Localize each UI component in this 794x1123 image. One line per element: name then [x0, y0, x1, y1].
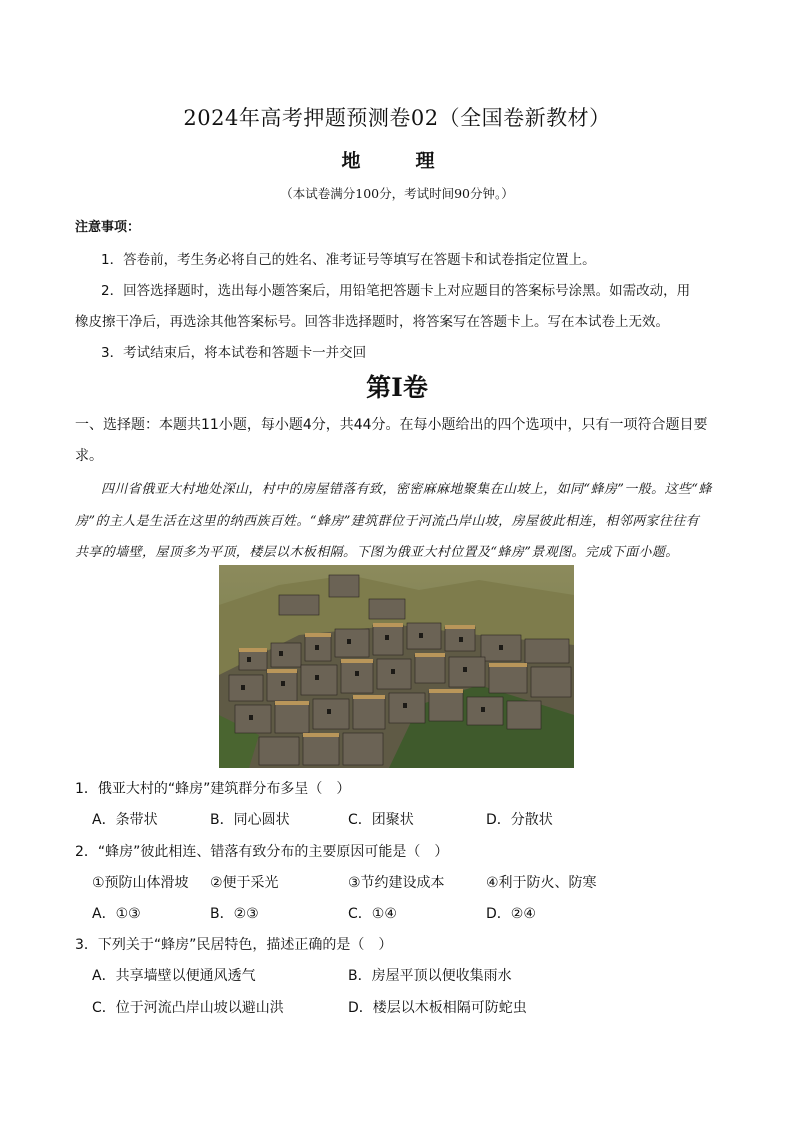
section-heading-line-1: 一、选择题：本题共11小题，每小题4分，共44分。在每小题给出的四个选项中，只有一项符合题目要	[75, 417, 708, 433]
question-1-stem: 1．俄亚大村的“蜂房”建筑群分布多呈（ ）	[75, 781, 351, 797]
question-3-option-a: A．共享墙壁以便通风透气	[92, 968, 256, 984]
notice-item-3: 3．考试结束后，将本试卷和答题卡一并交回	[101, 345, 367, 361]
intro-line-3: 共享的墙壁，屋顶多为平顶，楼层以木板相隔。下图为俄亚大村位置及“蜂房”景观图。完成下面小题。	[75, 545, 679, 560]
question-1-option-c: C．团聚状	[348, 812, 414, 828]
part-label: 第Ⅰ卷	[366, 373, 428, 402]
notice-item-2-line-1: 2．回答选择题时，选出每小题答案后，用铅笔把答题卡上对应题目的答案标号涂黑。如需改动，用	[101, 283, 691, 299]
question-2-statement-3: ③节约建设成本	[348, 875, 445, 891]
intro-line-2: 房”的主人是生活在这里的纳西族百姓。“蜂房”建筑群位于河流凸岸山坡，房屋彼此相连，相邻两家往往有	[75, 514, 700, 529]
intro-line-1: 四川省俄亚大村地处深山，村中的房屋错落有致，密密麻麻地聚集在山坡上，如同“蜂房”一般。这些“蜂	[101, 482, 712, 497]
question-1-option-d: D．分散状	[486, 812, 553, 828]
notice-item-2-line-2: 橡皮擦干净后，再选涂其他答案标号。回答非选择题时，将答案写在答题卡上。写在本试卷上无效。	[75, 314, 669, 330]
question-2-statement-1: ①预防山体滑坡	[92, 875, 189, 891]
section-heading-line-2: 求。	[75, 448, 103, 464]
question-3-option-d: D．楼层以木板相隔可防蛇虫	[348, 1000, 527, 1016]
question-2-option-d: D．②④	[486, 906, 536, 922]
subject-title: 地 理	[341, 150, 453, 172]
exam-title: 2024年高考押题预测卷02（全国卷新教材）	[183, 106, 611, 130]
village-beehive-houses-photo	[219, 565, 574, 768]
question-2-statement-2: ②便于采光	[210, 875, 279, 891]
question-2-option-b: B．②③	[210, 906, 259, 922]
notice-heading: 注意事项：	[75, 220, 141, 235]
question-1-option-b: B．同心圆状	[210, 812, 290, 828]
question-2-stem: 2．“蜂房”彼此相连、错落有致分布的主要原因可能是（ ）	[75, 844, 449, 860]
question-2-option-a: A．①③	[92, 906, 141, 922]
question-2-option-c: C．①④	[348, 906, 397, 922]
question-3-option-c: C．位于河流凸岸山坡以避山洪	[92, 1000, 284, 1016]
notice-item-1: 1．答卷前，考生务必将自己的姓名、准考证号等填写在答题卡和试卷指定位置上。	[101, 252, 596, 268]
question-3-stem: 3．下列关于“蜂房”民居特色，描述正确的是（ ）	[75, 937, 393, 953]
score-time-info: （本试卷满分100分，考试时间90分钟。）	[280, 186, 514, 201]
question-1-option-a: A．条带状	[92, 812, 158, 828]
question-3-option-b: B．房屋平顶以便收集雨水	[348, 968, 512, 984]
question-2-statement-4: ④利于防火、防寒	[486, 875, 597, 891]
